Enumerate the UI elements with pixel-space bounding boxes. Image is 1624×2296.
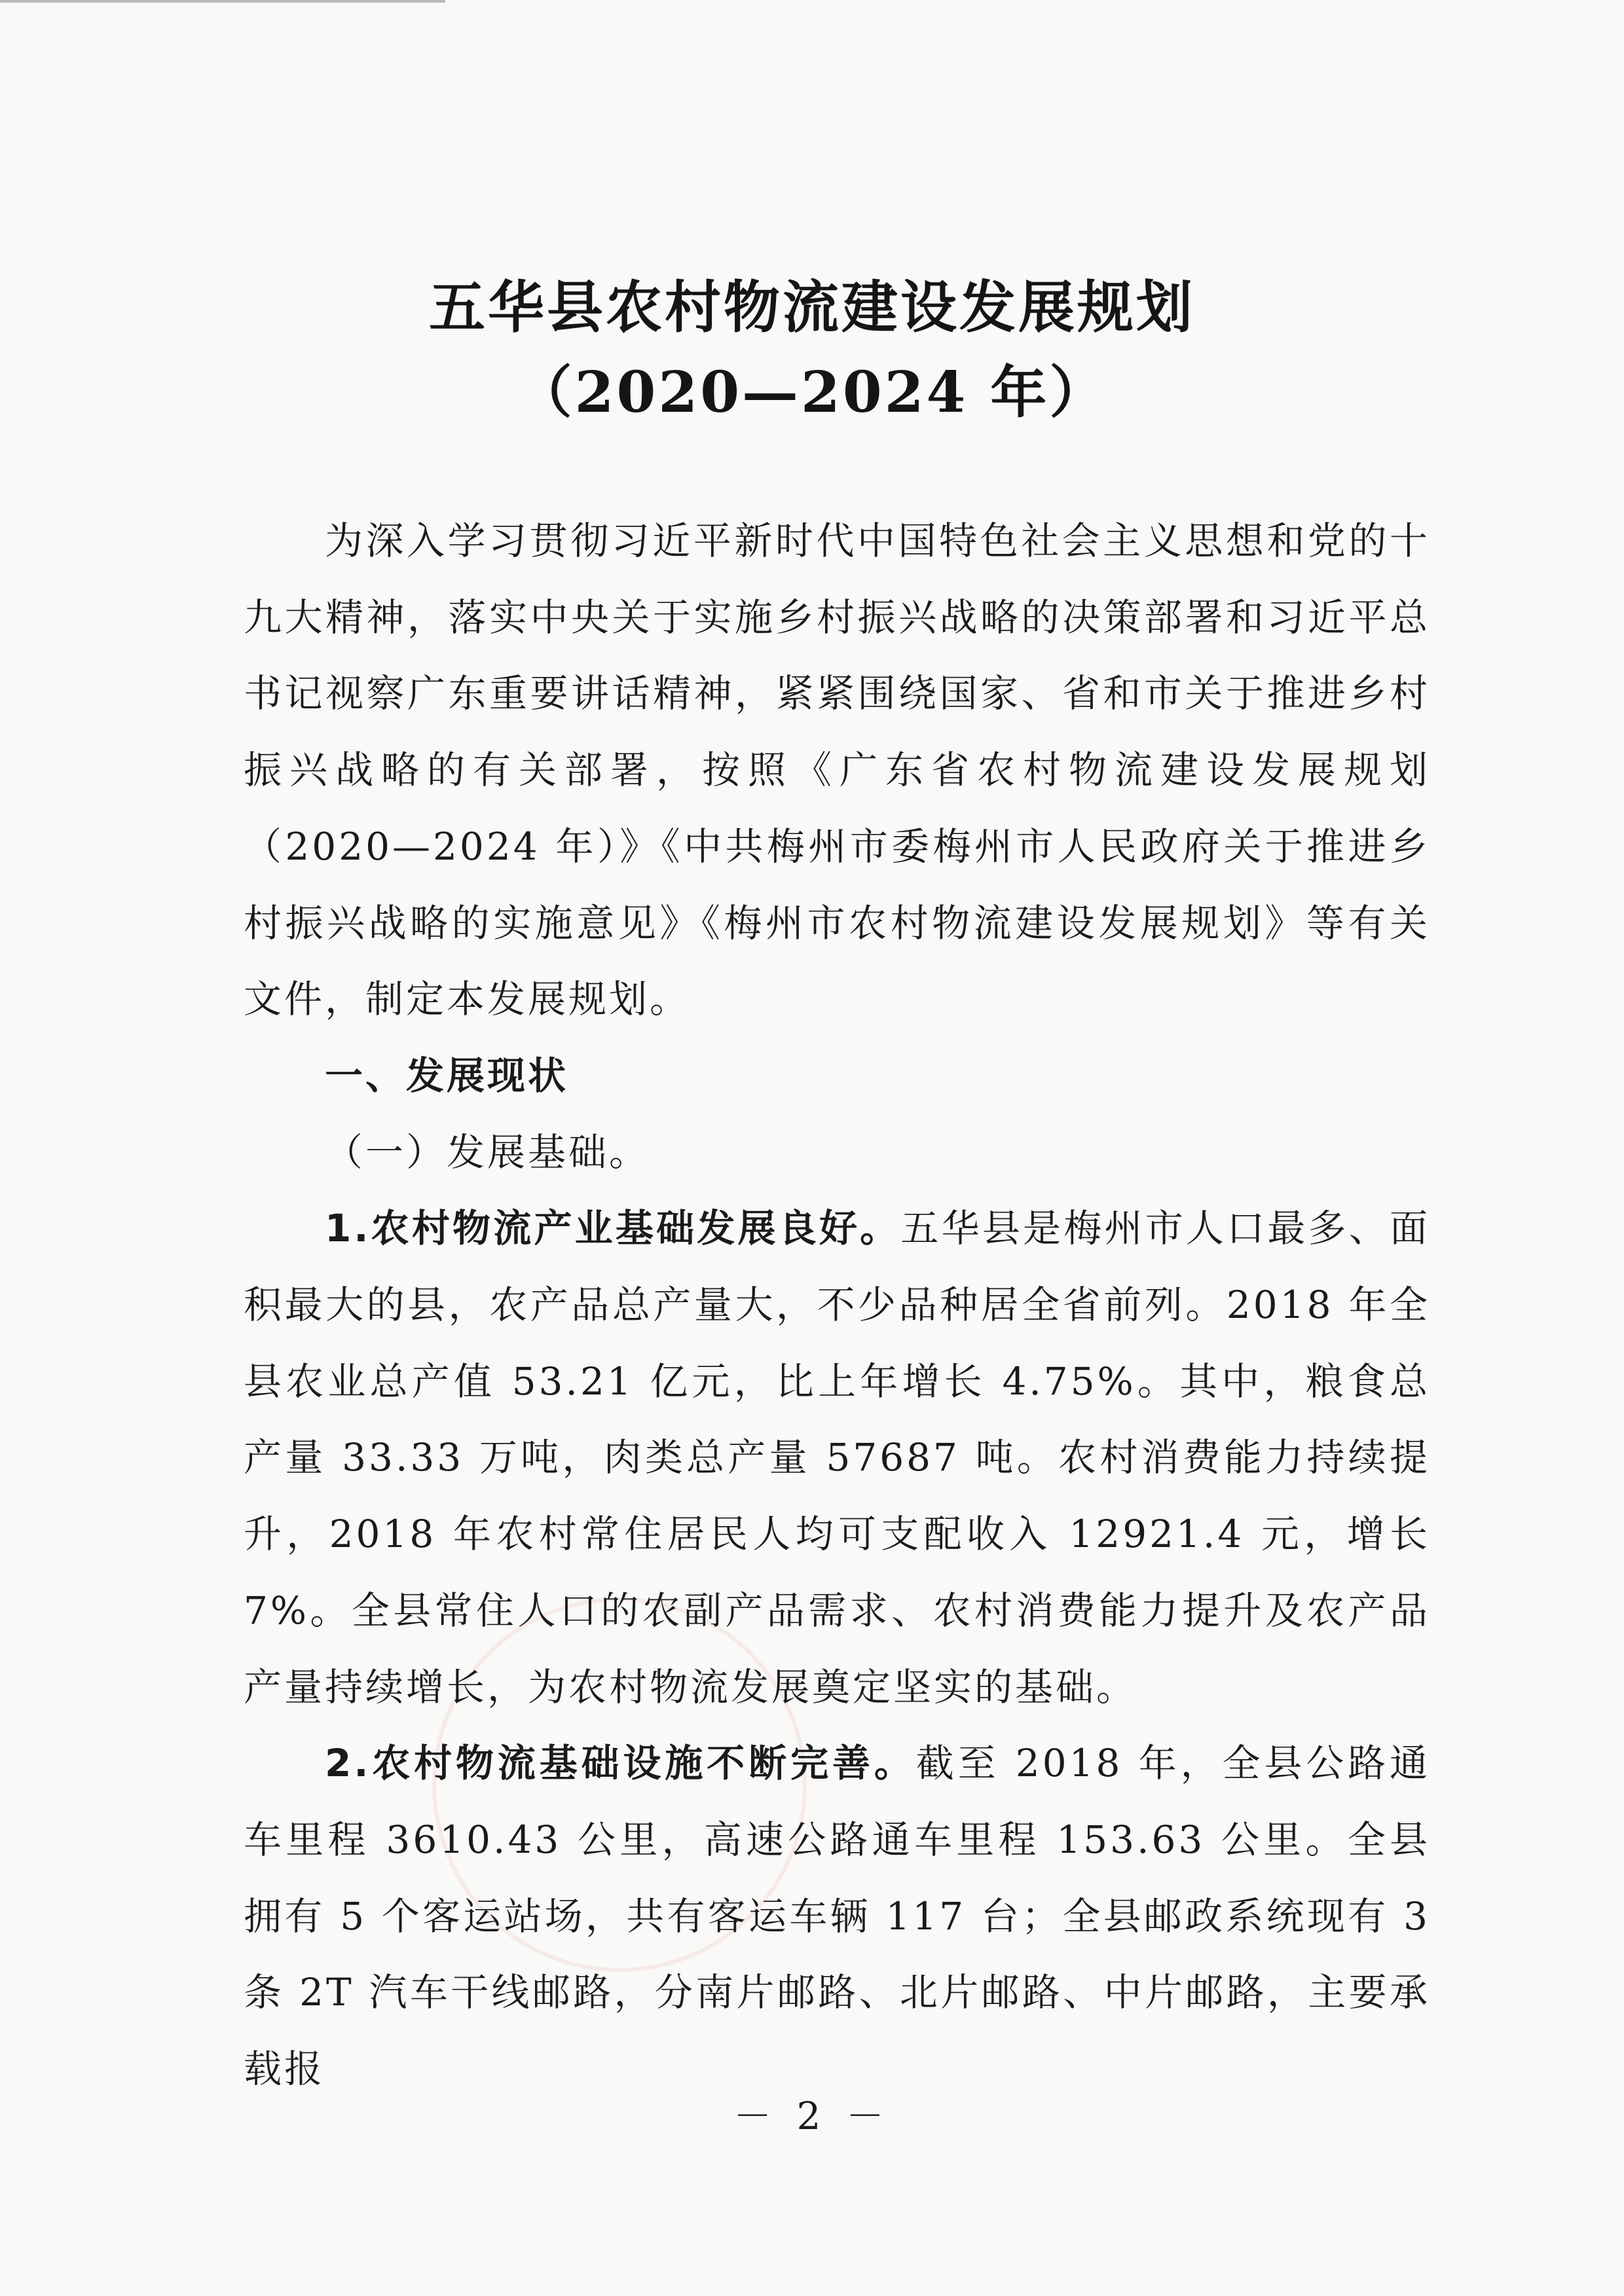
document-body [244,503,1430,2107]
subsection-heading-basis: （一）发展基础。 [325,1129,650,1175]
paragraph-item-2 [244,1725,1430,2107]
document-subtitle-years: （2020—2024 年） [515,359,1109,426]
item-1-lead: 1.农村物流产业基础发展良好。 [325,1206,901,1251]
item-1-text: 五华县是梅州市人口最多、面积最大的县，农产品总产量大，不少品种居全省前列。2018 年全县农业总产值 53.21 亿元，比上年增长 4.75%。其中，粮食总产量 33.33 万吨，肉类总产量 57687 吨。农村消费能力持续提升，2018 年农村常住居民人均可支配收入 12921.4 元，增长 7%。全县常住人口的农副产品需求、农村消费能力提升及农产品产量持续增长，为农村物流发展奠定坚实的基础。 [244,1206,1430,1709]
top-edge-rule [0,0,445,3]
paragraph-item-1 [244,1190,1430,1725]
intro-paragraph: 为深入学习贯彻习近平新时代中国特色社会主义思想和党的十九大精神，落实中央关于实施乡村振兴战略的决策部署和习近平总书记视察广东重要讲话精神，紧紧围绕国家、省和市关于推进乡村振兴战略的有关部署，按照《广东省农村物流建设发展规划（2020—2024 年）》《中共梅州市委梅州市人民政府关于推进乡村振兴战略的实施意见》《梅州市农村物流建设发展规划》等有关文件，制定本发展规划。 [244,519,1430,1022]
document-title: 五华县农村物流建设发展规划 [429,274,1195,340]
item-2-lead: 2.农村物流基础设施不断完善。 [325,1741,916,1786]
page-number: － 2 － [733,2094,891,2138]
section-heading-development-status: 一、发展现状 [325,1053,569,1098]
item-2-text: 截至 2018 年，全县公路通车里程 3610.43 公里，高速公路通车里程 153.63 公里。全县拥有 5 个客运站场，共有客运车辆 117 台；全县邮政系统现有 3 条 2T 汽车干线邮路，分南片邮路、北片邮路、中片邮路，主要承载报 [244,1741,1430,2092]
